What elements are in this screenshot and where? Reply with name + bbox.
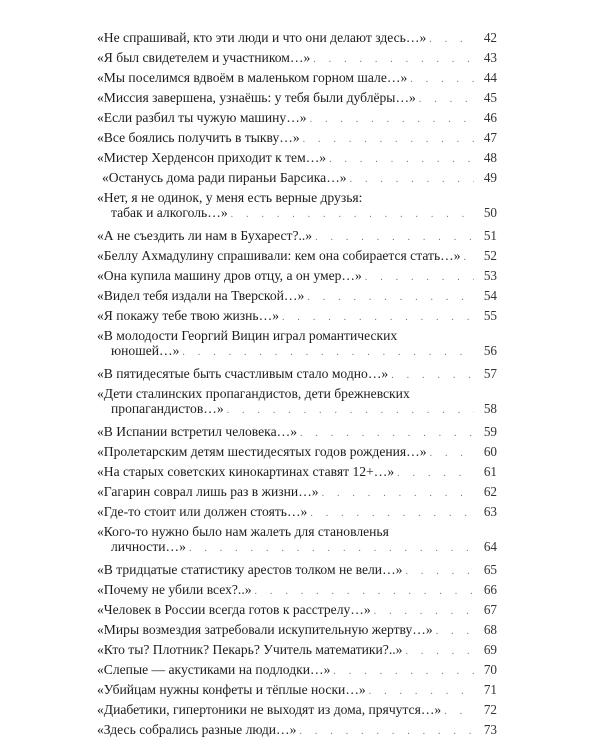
toc-entry-title: «Человек в России всегда готов к расстрелу…» — [97, 602, 371, 617]
toc-leader-dots — [299, 724, 474, 739]
toc-entry-title: «Я покажу тебе твою жизнь…» — [97, 308, 280, 323]
toc-entry-title: табак и алкоголь…» — [111, 205, 228, 221]
toc-page-number: 46 — [483, 110, 497, 125]
toc-leader-dots — [419, 92, 474, 107]
toc-page-number: 53 — [483, 268, 497, 283]
toc-page-number: 71 — [483, 682, 497, 697]
toc-page-number: 72 — [483, 702, 497, 717]
toc-entry[interactable] — [97, 70, 497, 90]
toc-page-number: 60 — [483, 444, 497, 459]
table-of-contents — [97, 30, 497, 742]
toc-entry[interactable] — [97, 170, 497, 190]
toc-entry[interactable] — [97, 386, 497, 424]
toc-leader-dots — [365, 270, 474, 285]
toc-entry-line — [97, 228, 497, 245]
toc-leader-dots — [182, 345, 474, 360]
toc-entry-line — [97, 562, 497, 579]
toc-entry-title: «Все боялись получить в тыкву…» — [97, 130, 300, 145]
toc-entry-title: «Останусь дома ради пираньи Барсика…» — [102, 170, 347, 185]
toc-entry-title: «Я был свидетелем и участником…» — [97, 50, 311, 65]
toc-page-number: 50 — [483, 205, 497, 221]
toc-entry[interactable] — [97, 484, 497, 504]
toc-leader-dots — [255, 584, 474, 599]
toc-page-number: 45 — [483, 90, 497, 105]
toc-page-number: 69 — [483, 642, 497, 657]
toc-entry[interactable] — [97, 288, 497, 308]
toc-entry-line — [97, 386, 497, 401]
toc-leader-dots — [322, 486, 474, 501]
toc-entry-title: «В Испании встретил человека…» — [97, 424, 297, 439]
toc-page-number: 55 — [483, 308, 497, 323]
toc-entry-line — [97, 130, 497, 147]
toc-leader-dots — [369, 684, 474, 699]
toc-entry-title: «Мистер Херденсон приходит к тем…» — [97, 150, 327, 165]
toc-entry[interactable] — [97, 424, 497, 444]
toc-entry[interactable] — [97, 308, 497, 328]
toc-leader-dots — [410, 72, 474, 87]
toc-entry-line — [97, 524, 497, 539]
toc-entry[interactable] — [97, 228, 497, 248]
toc-entry-title: «Где-то стоит или должен стоять…» — [97, 504, 308, 519]
toc-leader-dots — [300, 426, 474, 441]
toc-page-number: 43 — [483, 50, 497, 65]
toc-page-number: 73 — [483, 722, 497, 737]
toc-entry[interactable] — [97, 682, 497, 702]
toc-entry[interactable] — [97, 562, 497, 582]
toc-entry[interactable] — [97, 150, 497, 170]
toc-entry-line — [97, 622, 497, 639]
toc-entry-line — [97, 90, 497, 107]
toc-entry-title: «Не спрашивай, кто эти люди и что они делают здесь…» — [97, 30, 427, 45]
toc-entry-line — [97, 268, 497, 285]
toc-entry[interactable] — [97, 444, 497, 464]
toc-entry-title: «Мы поселимся вдвоём в маленьком горном шале…» — [97, 70, 408, 85]
toc-entry-title: «Миры возмездия затребовали искупительную жертву…» — [97, 622, 433, 637]
toc-entry-line — [97, 424, 497, 441]
toc-entry-line — [97, 401, 497, 418]
toc-entry-line — [97, 662, 497, 679]
toc-entry-title: «Кто ты? Плотник? Пекарь? Учитель математики?..» — [97, 642, 403, 657]
toc-entry[interactable] — [97, 30, 497, 50]
toc-entry-line — [97, 484, 497, 501]
toc-entry-title: «В молодости Георгий Вицин играл романтических — [97, 328, 398, 343]
toc-page-number: 47 — [483, 130, 497, 145]
toc-entry[interactable] — [97, 50, 497, 70]
toc-entry[interactable] — [97, 662, 497, 682]
toc-entry[interactable] — [97, 642, 497, 662]
toc-leader-dots — [391, 368, 474, 383]
toc-page-number: 63 — [483, 504, 497, 519]
toc-leader-dots — [444, 704, 474, 719]
toc-leader-dots — [307, 290, 474, 305]
toc-leader-dots — [333, 664, 474, 679]
toc-entry-title: «Миссия завершена, узнаёшь: у тебя были дублёры…» — [97, 90, 416, 105]
toc-page-number: 42 — [483, 30, 497, 45]
toc-entry-line — [97, 539, 497, 556]
toc-entry[interactable] — [97, 110, 497, 130]
toc-leader-dots — [329, 152, 474, 167]
toc-entry[interactable] — [97, 248, 497, 268]
toc-entry-line — [97, 30, 497, 47]
toc-leader-dots — [303, 132, 474, 147]
toc-leader-dots — [429, 32, 474, 47]
toc-entry-title: «Диабетики, гипертоники не выходят из дома, прячутся…» — [97, 702, 442, 717]
toc-page-number: 51 — [483, 228, 497, 243]
toc-leader-dots — [227, 403, 474, 418]
toc-entry[interactable] — [97, 190, 497, 228]
toc-entry-line — [97, 582, 497, 599]
toc-page-number: 62 — [483, 484, 497, 499]
toc-entry-line — [97, 464, 497, 481]
toc-entry[interactable] — [97, 602, 497, 622]
toc-entry[interactable] — [97, 702, 497, 722]
toc-entry[interactable] — [97, 130, 497, 150]
toc-leader-dots — [405, 564, 474, 579]
toc-entry-title: «Убийцам нужны конфеты и тёплые носки…» — [97, 682, 366, 697]
toc-entry-title: «Почему не убили всех?..» — [97, 582, 252, 597]
toc-entry-line — [97, 343, 497, 360]
toc-leader-dots — [310, 506, 474, 521]
toc-page-number: 68 — [483, 622, 497, 637]
toc-entry[interactable] — [97, 504, 497, 524]
toc-page-number: 56 — [483, 343, 497, 359]
toc-leader-dots — [405, 644, 474, 659]
toc-entry-line — [97, 722, 497, 739]
toc-leader-dots — [231, 207, 474, 222]
toc-entry[interactable] — [97, 464, 497, 484]
toc-page-number: 52 — [483, 248, 497, 263]
toc-leader-dots — [430, 446, 474, 461]
toc-entry-title: «На старых советских кинокартинах ставят 12+…» — [97, 464, 395, 479]
toc-entry-line — [97, 288, 497, 305]
toc-entry-title: «В пятидесятые быть счастливым стало модно…» — [97, 366, 389, 381]
toc-entry-line — [97, 70, 497, 87]
toc-page-number: 58 — [483, 401, 497, 417]
toc-entry-line — [97, 50, 497, 67]
toc-entry-title: «Если разбил ты чужую машину…» — [97, 110, 307, 125]
toc-entry-line — [97, 504, 497, 521]
toc-page-number: 54 — [483, 288, 497, 303]
toc-page-number: 67 — [483, 602, 497, 617]
toc-entry-title: «Кого-то нужно было нам жалеть для становленья — [97, 524, 389, 539]
toc-leader-dots — [436, 624, 474, 639]
toc-entry[interactable] — [97, 268, 497, 288]
toc-entry-line — [97, 110, 497, 127]
toc-page-number: 48 — [483, 150, 497, 165]
toc-entry-title: «Беллу Ахмадулину спрашивали: кем она собирается стать…» — [97, 248, 461, 263]
toc-entry[interactable] — [97, 524, 497, 562]
toc-entry[interactable] — [97, 582, 497, 602]
toc-entry-line — [97, 328, 497, 343]
toc-entry-title: «Нет, я не одинок, у меня есть верные друзья: — [97, 190, 363, 205]
toc-leader-dots — [310, 112, 474, 127]
toc-entry-title: «В тридцатые статистику арестов толком не вели…» — [97, 562, 403, 577]
toc-entry-title: пропагандистов…» — [111, 401, 224, 417]
toc-leader-dots — [313, 52, 474, 67]
toc-entry-title: «Она купила машину дров отцу, а он умер…» — [97, 268, 362, 283]
toc-leader-dots — [464, 250, 474, 265]
toc-entry-title: «А не съездить ли нам в Бухарест?..» — [97, 228, 313, 243]
toc-page-number: 59 — [483, 424, 497, 439]
toc-entry-title: «Видел тебя издали на Тверской…» — [97, 288, 305, 303]
toc-entry-line — [97, 308, 497, 325]
toc-entry-title: «Дети сталинских пропагандистов, дети брежневских — [97, 386, 410, 401]
toc-entry[interactable] — [97, 328, 497, 366]
toc-page-number: 70 — [483, 662, 497, 677]
toc-entry-title: «Гагарин соврал лишь раз в жизни…» — [97, 484, 319, 499]
toc-entry-line — [97, 248, 497, 265]
toc-entry-title: «Пролетарским детям шестидесятых годов рождения…» — [97, 444, 427, 459]
toc-entry-line — [97, 642, 497, 659]
toc-page-number: 44 — [483, 70, 497, 85]
toc-entry-line — [97, 150, 497, 167]
toc-leader-dots — [350, 172, 474, 187]
toc-entry-line — [97, 170, 497, 187]
toc-entry[interactable] — [97, 622, 497, 642]
toc-page-number: 65 — [483, 562, 497, 577]
toc-leader-dots — [315, 230, 474, 245]
toc-leader-dots — [189, 541, 474, 556]
toc-entry-line — [97, 205, 497, 222]
toc-entry[interactable] — [97, 90, 497, 110]
toc-leader-dots — [374, 604, 474, 619]
toc-entry-title: личности…» — [111, 539, 186, 555]
toc-entry[interactable] — [97, 366, 497, 386]
toc-page-number: 57 — [483, 366, 497, 381]
toc-entry-line — [97, 366, 497, 383]
toc-leader-dots — [282, 310, 474, 325]
toc-entry-title: юношей…» — [111, 343, 180, 359]
toc-page-number: 64 — [483, 539, 497, 555]
toc-entry-line — [97, 602, 497, 619]
toc-entry-line — [97, 682, 497, 699]
toc-leader-dots — [397, 466, 474, 481]
toc-entry-line — [97, 190, 497, 205]
toc-entry-line — [97, 702, 497, 719]
toc-page-number: 49 — [483, 170, 497, 185]
toc-entry-title: «Слепые — акустиками на подлодки…» — [97, 662, 331, 677]
toc-page-number: 66 — [483, 582, 497, 597]
toc-entry-line — [97, 444, 497, 461]
toc-entry-title: «Здесь собрались разные люди…» — [97, 722, 297, 737]
toc-page-number: 61 — [483, 464, 497, 479]
toc-entry[interactable] — [97, 722, 497, 742]
